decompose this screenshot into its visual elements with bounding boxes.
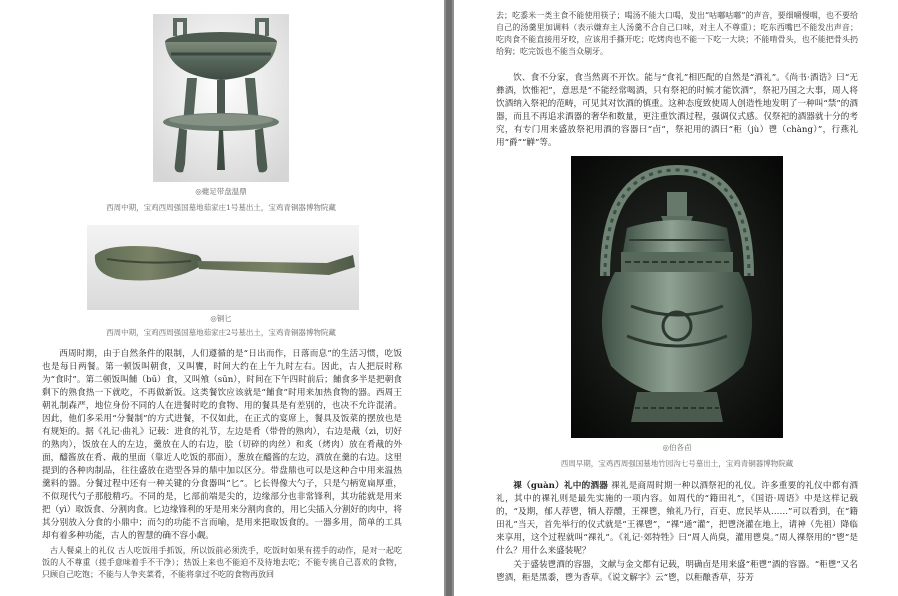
guan-ritual-paragraph (496, 480, 858, 558)
wine-ritual-paragraph: 饮、食不分家，食当然离不开饮。能与“食礼”相匹配的自然是“酒礼”。《尚书·酒诰》曰“无彝酒，饮惟祀”，意思是“不能经常喝酒，只有祭祀的时候才能饮酒”，祭祀乃国之大事，周人将饮酒纳入祭祀的范畴，可见其对饮酒的慎重。这种态度致使周人创造性地发明了一种叫“禁”的酒器，而且不再追求酒器的奢华和数量，更注重饮酒过程，强调仪式感。仅祭祀的酒器就十分的考究，有专门用来盛放祭祀用酒的容器曰“卣”，祭祀用的酒曰“秬（jù）鬯（chàng）”，行燕礼用“爵”“觯”等。 (496, 73, 858, 148)
bronze-ding-image (153, 14, 289, 182)
right-page (454, 0, 898, 596)
body-paragraph: 西周时期，由于自然条件的限制，人们遵循的是“日出而作，日落而息”的生活习惯，吃饭也是每日两餐。第一顿饭叫朝食，又叫饔，时间大约在上午九时左右。因此，古人把辰时称为“食时”。第二顿饭叫餔（bū）食，又叫飧（sūn），时间在下午四时前后；餔食多半是把朝食剩下的熟食热一下就吃，不再做新饭。这类餐饮应该就是“餔食”时用来加热食物的器。西周王朝礼制森严，地位身份不同的人在进餐时吃的食物、用的餐具是有差别的，也决不允许混淆。因此，他们多采用“分餐制”的方式进餐，不仅如此，在正式的宴席上，餐具及饭菜的摆放也是有规矩的。据《礼记·曲礼》记载：进食的礼节，左边是肴（带骨的熟肉），右边是胾（zì，切好的熟肉），饭放在人的左边，羹放在人的右边，脍（切碎的肉丝）和炙（烤肉）放在肴胾的外面，醯酱放在肴、胾的里面（靠近人吃饭的那面），葱放在醯酱的左边，酒放在羹的右边。这里提到的各种肉制品，往往盛放在造型各异的鼎中加以区分。带盘鼎也可以是这种合中用来温热羹料的器。分餐过程中还有一种关键的分食器叫“匕”。匕长得像大勺子，只是勺柄宽扁厚重，不似现代勺子那般精巧。不同的是，匕部前端是尖的，边缘部分也非常锋利，其功能就是用来把（yì）取饭食、分割肉食。匕边缘锋利的牙是用来分割肉食的，用匕尖插入分割好的肉中，将其分别放入分食的小鼎中；而匀的功能不言而喻，是用来挹取饭食的。一器多用，简单的工具却有着多种功能，古人的智慧的确不容小觑。 (42, 349, 402, 541)
dining-etiquette-aside: 古人餐桌上的礼仪 古人吃饭用手抓饭，所以饭前必须洗手，吃饭时如果有搓手的动作，是对一起吃饭的人不尊重（搓手意味着手不干净）；热饭上来也不能迫不及待地去吃；不能专挑自己喜欢的食物，只顾自己吃饱；不能与人争夹菜肴，不能将拿过不吃的食物再放回 (42, 546, 402, 579)
guan-ritual-heading: 祼（guàn）礼中的酒器 (513, 481, 609, 491)
aside-continuation: 去；吃黍米一类主食不能使用筷子；喝汤不能大口喝，发出“咕嘟咕嘟”的声音，要细嚼慢咽，也不要给自己的汤羹里加调料（表示嫌弃主人汤羹不合自己口味，对主人不尊重）；吃东西嘴巴不能发出声音；吃肉食不能直接用牙咬，应该用手撕开吃；吃烤肉也不能一下吃一大块；不能啃骨头，也不能把骨头扔给狗；吃完饭也不能当众剔牙。 (496, 11, 858, 56)
left-page (0, 0, 444, 596)
figure3-title: ◎伯各卣 (662, 443, 692, 452)
figure1-credit: 西周中期，宝鸡西周强国墓地茹家庄1号墓出土，宝鸡青铜器博物院藏 (106, 203, 336, 212)
figure2-credit: 西周中期，宝鸡西周强国墓地茹家庄2号墓出土，宝鸡青铜器博物院藏 (106, 328, 336, 337)
bronze-you-image (571, 156, 783, 438)
vessel-paragraph: 关于盛装鬯酒的容器，文献与金文都有记载，明确卣是用来盛“秬鬯”酒的容器。“秬鬯”又名鬯酒，秬是黑黍，鬯为香草。《说文解字》云“鬯，以秬酿香草，芬芳 (496, 560, 858, 583)
bronze-spoon-image (87, 225, 359, 310)
figure2-title: ◎铜匕 (210, 314, 232, 323)
figure3-credit: 西周早期，宝鸡西周强国墓地竹园沟七号墓出土，宝鸡青铜器博物院藏 (560, 459, 794, 468)
figure1-title: ◎夔足带盘温鼎 (195, 187, 247, 196)
guan-ritual-text: 祼礼是商周时期一种以酒祭祀的礼仪。许多重要的礼仪中都有酒礼，其中的祼礼则是最先实施的一项内容。如周代的“籍田礼”，《国语·周语》中是这样记载的，“及期，郁人荐鬯，牺人荐醴，王祼鬯，飨礼乃行，百吏、庶民毕从……”可以看到，在“籍田礼”当天，首先举行的仪式就是“王祼鬯”，“祼”通“灌”，把鬯浇灌在地上，请神（先祖）降临来享用，这个过程就叫“祼礼”。《礼记·郊特牲》曰“周人尚臭，灌用鬯臭。”周人祼祭用的“鬯”是什么？用什么来盛装呢？ (496, 481, 858, 556)
page-divider (446, 0, 452, 596)
